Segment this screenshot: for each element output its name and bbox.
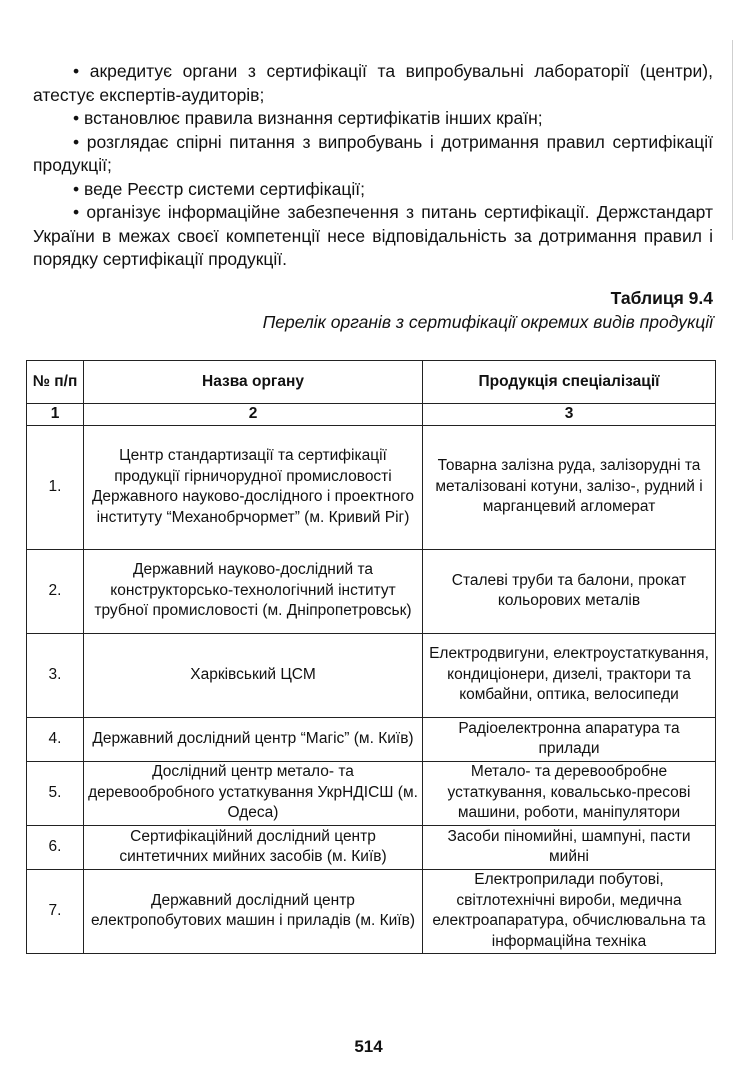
table-row bbox=[27, 633, 716, 717]
products: Радіоелектронна апаратура та прилади bbox=[423, 717, 716, 761]
products: Метало- та деревообробне устаткування, ковальсько-пресові машини, роботи, маніпулятори bbox=[423, 761, 716, 825]
table-header-row bbox=[27, 361, 716, 404]
organ-name: Центр стандартизації та сертифікації продукції гірничорудної промисловості Державного науково-дослідного і проектного інституту “Механобрчормет” (м. Кривий Ріг) bbox=[84, 425, 423, 549]
table-caption: Перелік органів з сертифікації окремих видів продукції bbox=[262, 312, 713, 332]
table-row bbox=[27, 549, 716, 633]
row-number: 3. bbox=[27, 633, 84, 717]
products: Сталеві труби та балони, прокат кольорових металів bbox=[423, 549, 716, 633]
products: Товарна залізна руда, залізорудні та металізовані котуни, залізо-, рудний і марганцевий агломерат bbox=[423, 425, 716, 549]
products: Електродвигуни, електроустаткування, кондиціонери, дизелі, трактори та комбайни, оптика, велосипеди bbox=[423, 633, 716, 717]
organ-name: Державний дослідний центр електропобутових машин і приладів (м. Київ) bbox=[84, 869, 423, 953]
organ-name: Державний науково-дослідний та конструкторсько-технологічний інститут трубної промисловості (м. Дніпропетровськ) bbox=[84, 549, 423, 633]
certification-bodies-table bbox=[26, 360, 716, 954]
column-number: 1 bbox=[27, 404, 84, 426]
row-number: 2. bbox=[27, 549, 84, 633]
bullet-item: • веде Реєстр системи сертифікації; bbox=[73, 178, 365, 199]
column-number: 3 bbox=[423, 404, 716, 426]
table-label: Таблиця 9.4 bbox=[610, 288, 713, 308]
bullet-item: • розглядає спірні питання з випробувань і дотримання правил сертифікації продукції; bbox=[33, 131, 713, 175]
bullet-list bbox=[33, 60, 713, 272]
row-number: 6. bbox=[27, 825, 84, 869]
table-row bbox=[27, 717, 716, 761]
row-number: 5. bbox=[27, 761, 84, 825]
table-row bbox=[27, 825, 716, 869]
organ-name: Дослідний центр метало- та деревообробного устаткування УкрНДІСШ (м. Одеса) bbox=[84, 761, 423, 825]
scan-margin-mark bbox=[730, 40, 733, 240]
products: Електроприлади побутові, світлотехнічні вироби, медична електроапаратура, обчислювальна та інформаційна техніка bbox=[423, 869, 716, 953]
bullet-item: • встановлює правила визнання сертифікатів інших країн; bbox=[73, 108, 543, 128]
column-number-row bbox=[27, 404, 716, 426]
organ-name: Державний дослідний центр “Магіс” (м. Київ) bbox=[84, 717, 423, 761]
header-name: Назва органу bbox=[84, 361, 423, 404]
table-row bbox=[27, 869, 716, 953]
row-number: 4. bbox=[27, 717, 84, 761]
organ-name: Сертифікаційний дослідний центр синтетичних мийних засобів (м. Київ) bbox=[84, 825, 423, 869]
table-row bbox=[27, 425, 716, 549]
products: Засоби піномийні, шампуні, пасти мийні bbox=[423, 825, 716, 869]
header-number: № п/п bbox=[27, 361, 84, 404]
column-number: 2 bbox=[84, 404, 423, 426]
bullet-item: • акредитує органи з сертифікації та випробувальні лабораторії (центри), атестує експертів-аудиторів; bbox=[33, 61, 713, 105]
row-number: 1. bbox=[27, 425, 84, 549]
row-number: 7. bbox=[27, 869, 84, 953]
bullet-item: • організує інформаційне забезпечення з питань сертифікації. Держстандарт України в межах своєї компетенції несе відповідальність за дотримання правил і порядку сертифікації продукції. bbox=[33, 202, 713, 269]
table-row bbox=[27, 761, 716, 825]
header-products: Продукція спеціалізації bbox=[423, 361, 716, 404]
page-number: 514 bbox=[354, 1037, 383, 1056]
organ-name: Харківський ЦСМ bbox=[84, 633, 423, 717]
